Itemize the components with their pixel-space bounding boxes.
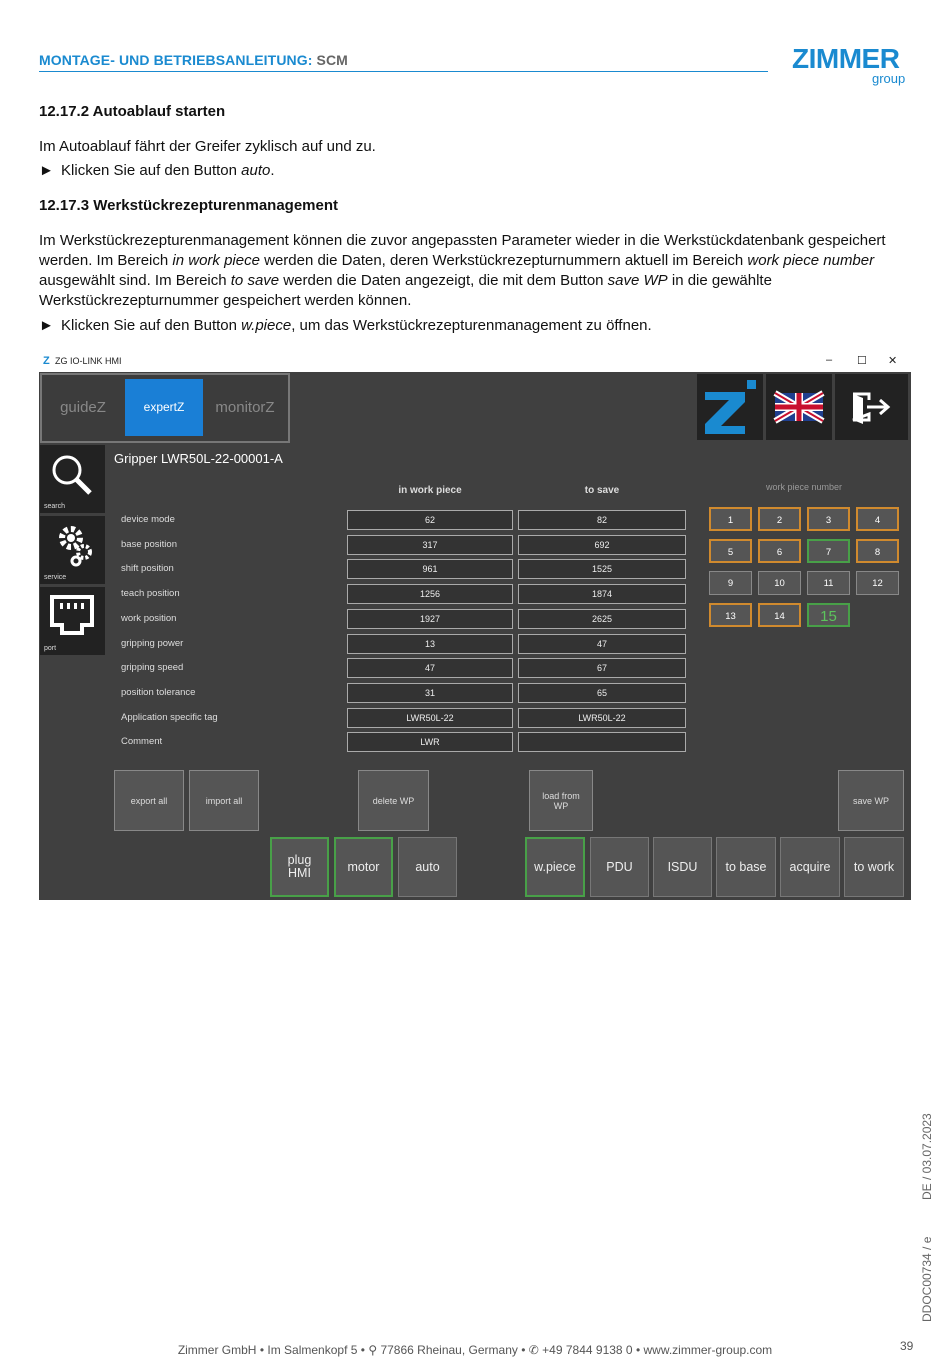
to-base-button[interactable]: to base <box>716 837 776 897</box>
app-icon: Z <box>43 355 50 367</box>
heading-werkstueck: 12.17.3 Werkstückrezepturenmanagement <box>39 197 339 214</box>
page-footer: Zimmer GmbH • Im Salmenkopf 5 • ⚲ 77866 Rheinau, Germany • ✆ +49 7844 9138 0 • www.zimmer-group.com <box>177 1343 773 1357</box>
side-port-label: port <box>44 645 57 652</box>
param-label: gripping power <box>121 637 184 649</box>
header-product: SCM <box>316 52 348 68</box>
hmi-screenshot <box>39 352 911 900</box>
param-in-work-piece-value: 317 <box>347 535 513 555</box>
plug-hmi-button[interactable]: plug HMI <box>270 837 329 897</box>
auto-button[interactable]: auto <box>398 837 457 897</box>
param-to-save-value[interactable]: 2625 <box>518 609 686 629</box>
side-port-button[interactable] <box>40 587 105 655</box>
work-piece-number-button[interactable]: 3 <box>807 507 850 531</box>
zimmer-z-icon[interactable] <box>697 374 763 440</box>
export-all-button[interactable]: export all <box>114 770 184 831</box>
window-titlebar <box>39 352 911 372</box>
mode-tabs <box>40 373 290 443</box>
load-from-wp-button[interactable]: load from WP <box>529 770 593 831</box>
param-to-save-value[interactable] <box>518 732 686 752</box>
work-piece-number-button[interactable]: 8 <box>856 539 899 563</box>
work-piece-number-button[interactable]: 13 <box>709 603 752 627</box>
param-to-save-value[interactable]: 82 <box>518 510 686 530</box>
param-label: Application specific tag <box>121 711 218 723</box>
param-label: position tolerance <box>121 686 196 698</box>
heading-autoablauf: 12.17.2 Autoablauf starten <box>39 103 226 120</box>
isdu-button[interactable]: ISDU <box>653 837 712 897</box>
instruction-step-auto: ► Klicken Sie auf den Button auto. <box>39 162 275 179</box>
work-piece-number-button[interactable]: 11 <box>807 571 850 595</box>
doc-id: DDOC00734 / e <box>920 1236 934 1322</box>
paragraph-werkstueck: Im Werkstückrezepturenmanagement können die zuvor angepassten Parameter wieder in die Werkstückdatenbank gespeichert werden. Im Bereich in work piece werden die Daten, deren Werkstückrezepturnummern aktuell im Bereich work piece number ausgewählt sind. Im Bereich to save werden die Daten angezeigt, die mit dem Button save WP in die gewählte Werkstückrezepturnummer gespeichert werden können. <box>39 232 886 309</box>
acquire-button[interactable]: acquire <box>780 837 840 897</box>
document-header <box>39 52 348 68</box>
param-in-work-piece-value: 62 <box>347 510 513 530</box>
param-in-work-piece-value: 961 <box>347 559 513 579</box>
lang-date: DE / 03.07.2023 <box>920 1113 934 1200</box>
work-piece-number-button[interactable]: 5 <box>709 539 752 563</box>
work-piece-number-button[interactable]: 15 <box>807 603 850 627</box>
close-icon[interactable]: ✕ <box>888 355 898 367</box>
tab-monitorz[interactable]: monitorZ <box>215 399 275 416</box>
page-number: 39 <box>900 1339 914 1353</box>
header-title: MONTAGE- UND BETRIEBSANLEITUNG: <box>39 52 313 68</box>
side-service-label: service <box>44 574 67 581</box>
param-label: work position <box>121 612 177 624</box>
location-pin-icon: ⚲ <box>368 1343 378 1357</box>
col-in-work-piece: in work piece <box>398 485 462 496</box>
param-in-work-piece-value: LWR50L-22 <box>347 708 513 728</box>
col-to-save: to save <box>584 485 620 496</box>
motor-button[interactable]: motor <box>334 837 393 897</box>
work-piece-number-button[interactable]: 7 <box>807 539 850 563</box>
import-all-button[interactable]: import all <box>189 770 259 831</box>
work-piece-number-button[interactable]: 12 <box>856 571 899 595</box>
param-to-save-value[interactable]: 1874 <box>518 584 686 604</box>
tab-expertz[interactable]: expertZ <box>125 379 203 436</box>
param-to-save-value[interactable]: LWR50L-22 <box>518 708 686 728</box>
work-piece-number-button[interactable]: 2 <box>758 507 801 531</box>
save-wp-button[interactable]: save WP <box>838 770 904 831</box>
param-in-work-piece-value: 1927 <box>347 609 513 629</box>
param-in-work-piece-value: 47 <box>347 658 513 678</box>
work-piece-number-button[interactable]: 9 <box>709 571 752 595</box>
website-link[interactable]: www.zimmer-group.com <box>643 1343 773 1357</box>
phone-icon: ✆ <box>528 1343 539 1357</box>
pdu-button[interactable]: PDU <box>590 837 649 897</box>
paragraph-autoablauf: Im Autoablauf fährt der Greifer zyklisch auf und zu. <box>39 138 376 155</box>
param-to-save-value[interactable]: 1525 <box>518 559 686 579</box>
work-piece-number-button[interactable]: 10 <box>758 571 801 595</box>
tab-guidez[interactable]: guideZ <box>60 399 106 416</box>
side-service-button[interactable] <box>40 516 105 584</box>
arrow-bullet-icon: ► <box>39 162 54 179</box>
logout-icon[interactable] <box>835 374 908 440</box>
param-label: shift position <box>121 563 174 575</box>
param-label: gripping speed <box>121 662 184 674</box>
param-label: Comment <box>121 736 163 748</box>
param-to-save-value[interactable]: 47 <box>518 634 686 654</box>
window-title: ZG IO-LINK HMI <box>55 356 122 366</box>
param-in-work-piece-value: LWR <box>347 732 513 752</box>
work-piece-number-button[interactable]: 6 <box>758 539 801 563</box>
param-label: base position <box>121 538 177 550</box>
minimize-icon[interactable]: – <box>826 354 833 366</box>
param-to-save-value[interactable]: 692 <box>518 535 686 555</box>
to-work-button[interactable]: to work <box>844 837 904 897</box>
maximize-icon[interactable]: ☐ <box>857 355 867 367</box>
arrow-bullet-icon: ► <box>39 317 54 334</box>
param-in-work-piece-value: 31 <box>347 683 513 703</box>
side-search-label: search <box>44 503 66 510</box>
work-piece-number-button[interactable]: 14 <box>758 603 801 627</box>
param-in-work-piece-value: 1256 <box>347 584 513 604</box>
header-rule <box>39 71 768 72</box>
param-to-save-value[interactable]: 67 <box>518 658 686 678</box>
w-piece-button[interactable]: w.piece <box>525 837 585 897</box>
param-in-work-piece-value: 13 <box>347 634 513 654</box>
zimmer-logo: ZIMMER group <box>792 43 906 86</box>
uk-flag-icon[interactable] <box>766 374 832 440</box>
gripper-name: Gripper LWR50L-22-00001-A <box>114 451 283 466</box>
param-label: device mode <box>121 514 175 525</box>
param-label: teach position <box>121 588 180 600</box>
work-piece-number-button[interactable]: 4 <box>856 507 899 531</box>
work-piece-number-header: work piece number <box>765 482 843 492</box>
work-piece-number-button[interactable]: 1 <box>709 507 752 531</box>
side-search-button[interactable] <box>40 445 105 513</box>
param-to-save-value[interactable]: 65 <box>518 683 686 703</box>
delete-wp-button[interactable]: delete WP <box>358 770 429 831</box>
instruction-step-wpiece: ► Klicken Sie auf den Button w.piece, um das Werkstückrezepturenmanagement zu öffnen. <box>39 317 652 334</box>
